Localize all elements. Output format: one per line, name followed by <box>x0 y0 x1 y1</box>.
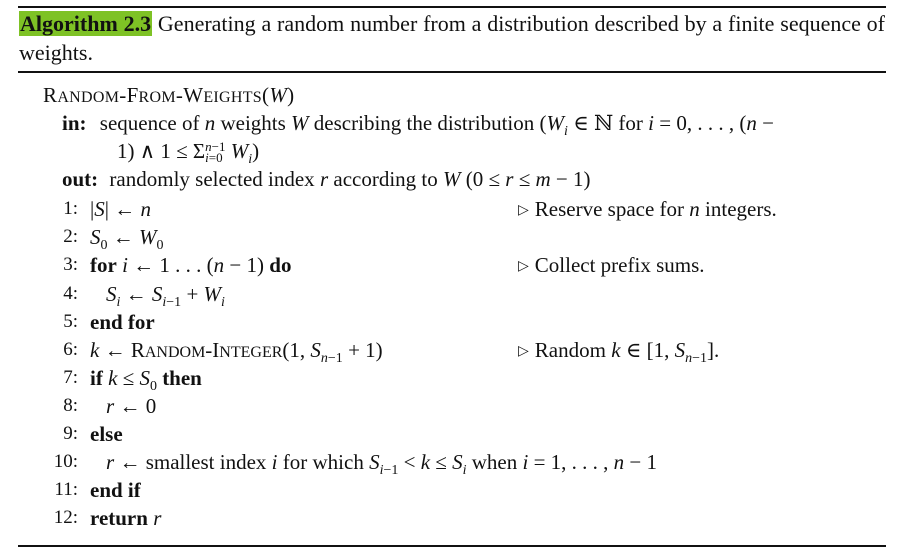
line-number: 2: <box>63 226 78 247</box>
code-line-1: |S| ← n <box>90 197 151 221</box>
procedure-header <box>43 82 294 111</box>
line-number: 10: <box>53 451 78 472</box>
caption-text: Generating a random number from a distribution described by a finite sequence of weights. <box>19 11 886 65</box>
output-spec <box>62 166 591 192</box>
algorithm-caption <box>19 9 885 67</box>
in-label: in: <box>62 111 87 135</box>
bottom-rule <box>18 545 886 547</box>
code-line-4: $S_i$ ← $S_{i-1} + W_i$ <box>106 282 225 311</box>
comment-marker-icon: ▷ <box>518 203 529 218</box>
code-line-7: if $k \le S_0$ then <box>90 366 202 395</box>
comment-marker-icon: ▷ <box>518 344 529 359</box>
line-number: 1: <box>63 198 78 219</box>
out-label: out: <box>62 167 99 191</box>
line-number: 8: <box>63 395 78 416</box>
line-number: 7: <box>63 367 78 388</box>
line-number: 6: <box>63 339 78 360</box>
in-description-line1: sequence of n weights W describing the distribution ($W_i$ ∈ ℕ for i = 0, . . . , (n − <box>99 111 774 140</box>
line-number: 12: <box>53 507 78 528</box>
code-line-12: return r <box>90 506 162 530</box>
line-number: 9: <box>63 423 78 444</box>
code-line-5: end for <box>90 310 155 334</box>
line-number: 11: <box>54 479 78 500</box>
code-line-11: end if <box>90 478 141 502</box>
code-line-8: r ← 0 <box>106 394 157 418</box>
in-description-line2: 1) ∧ 1 ≤ Σn−1 i=0 $W_i$) <box>117 139 260 168</box>
comment-line-1: ▷ Reserve space for n integers. <box>518 197 777 221</box>
code-line-10: r ← smallest index i for which $S_{i-1} < k \le S_i$ when i = 1, . . . , n − 1 <box>106 450 657 479</box>
top-rule <box>18 6 886 8</box>
code-line-6: k ← RANDOM-INTEGER(1, $S_{n-1} + 1$) <box>90 338 383 367</box>
algorithm-label: Algorithm 2.3 <box>20 11 152 36</box>
caption-rule <box>18 71 886 73</box>
procedure-signature: RANDOM-FROM-WEIGHTS(W) <box>43 83 295 107</box>
comment-line-6: ▷ Random k ∈ [1, $S_{n-1}$]. <box>518 338 720 367</box>
line-number: 4: <box>63 283 78 304</box>
code-line-9: else <box>90 422 123 446</box>
code-line-2: $S_0$ ← $W_0$ <box>90 225 164 254</box>
code-line-3: for i ← 1 . . . (n − 1) do <box>90 253 292 277</box>
comment-marker-icon: ▷ <box>518 259 529 274</box>
comment-line-3: ▷ Collect prefix sums. <box>518 253 705 277</box>
out-description: randomly selected index r according to W (0 ≤ r ≤ m − 1) <box>109 167 591 191</box>
line-number: 5: <box>63 311 78 332</box>
line-number: 3: <box>63 254 78 275</box>
